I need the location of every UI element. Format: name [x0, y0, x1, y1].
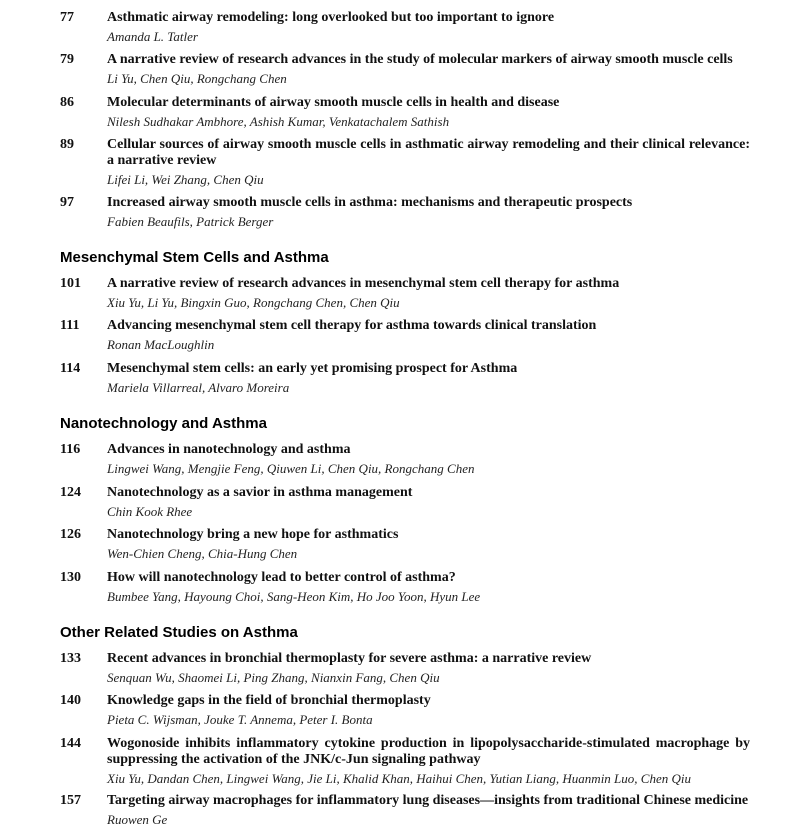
article-authors: Wen-Chien Cheng, Chia-Hung Chen: [107, 546, 298, 561]
page-number: 133: [60, 651, 81, 666]
article-title: Cellular sources of airway smooth muscle cells in asthmatic airway remodeling and their clinical relevance: a narrative review: [107, 137, 750, 168]
article-authors: Pieta C. Wijsman, Jouke T. Annema, Peter I. Bonta: [107, 712, 373, 727]
article-authors: Xiu Yu, Li Yu, Bingxin Guo, Rongchang Chen, Chen Qiu: [107, 295, 400, 310]
toc-entry[interactable]: [60, 651, 750, 686]
article-authors: Mariela Villarreal, Alvaro Moreira: [107, 380, 290, 395]
page-number: 130: [60, 570, 81, 585]
toc-entry[interactable]: [60, 95, 750, 130]
article-authors: Chin Kook Rhee: [107, 504, 193, 519]
toc-entry[interactable]: [60, 527, 750, 562]
toc-entry[interactable]: [60, 318, 750, 353]
article-title: Recent advances in bronchial thermoplasty for severe asthma: a narrative review: [107, 651, 592, 666]
page-number: 157: [60, 793, 81, 808]
page-number: 97: [60, 195, 74, 210]
article-title: Advances in nanotechnology and asthma: [107, 442, 351, 457]
article-title: Mesenchymal stem cells: an early yet promising prospect for Asthma: [107, 361, 518, 376]
section-heading: Nanotechnology and Asthma: [60, 415, 267, 432]
article-authors: Lifei Li, Wei Zhang, Chen Qiu: [107, 172, 264, 187]
article-title: Asthmatic airway remodeling: long overlooked but too important to ignore: [107, 10, 555, 25]
article-authors: Bumbee Yang, Hayoung Choi, Sang-Heon Kim, Ho Joo Yoon, Hyun Lee: [107, 589, 481, 604]
article-title: Nanotechnology as a savior in asthma management: [107, 485, 413, 500]
toc-entry[interactable]: [60, 485, 750, 520]
page-number: 144: [60, 736, 81, 751]
article-authors: Xiu Yu, Dandan Chen, Lingwei Wang, Jie Li, Khalid Khan, Haihui Chen, Yutian Liang, Huanmin Luo, Chen Qiu: [107, 771, 691, 786]
section-heading: Mesenchymal Stem Cells and Asthma: [60, 249, 329, 266]
article-authors: Amanda L. Tatler: [107, 29, 198, 44]
toc-entry[interactable]: [60, 570, 750, 605]
page-number: 116: [60, 442, 81, 457]
page-number: 126: [60, 527, 81, 542]
page-number: 111: [60, 318, 80, 333]
page-number: 89: [60, 137, 74, 152]
article-authors: Fabien Beaufils, Patrick Berger: [107, 214, 274, 229]
article-authors: Li Yu, Chen Qiu, Rongchang Chen: [107, 71, 287, 86]
article-title: Knowledge gaps in the field of bronchial thermoplasty: [107, 693, 431, 708]
article-authors: Nilesh Sudhakar Ambhore, Ashish Kumar, Venkatachalem Sathish: [107, 114, 450, 129]
toc-entry[interactable]: [60, 195, 750, 230]
article-title: Molecular determinants of airway smooth muscle cells in health and disease: [107, 95, 560, 110]
page-number: 140: [60, 693, 81, 708]
toc-entry[interactable]: [60, 10, 750, 45]
toc-entry[interactable]: [60, 361, 750, 396]
toc-entry[interactable]: [60, 442, 750, 477]
toc-entry[interactable]: [60, 137, 750, 188]
article-authors: Lingwei Wang, Mengjie Feng, Qiuwen Li, Chen Qiu, Rongchang Chen: [107, 461, 475, 476]
article-title: A narrative review of research advances in the study of molecular markers of airway smooth muscle cells: [107, 52, 733, 67]
toc-entry[interactable]: [60, 793, 750, 828]
page-number: 124: [60, 485, 81, 500]
toc-entry[interactable]: [60, 693, 750, 728]
article-authors: Senquan Wu, Shaomei Li, Ping Zhang, Nianxin Fang, Chen Qiu: [107, 670, 440, 685]
toc-entry[interactable]: [60, 52, 750, 87]
toc-entry[interactable]: [60, 736, 750, 787]
toc-entry[interactable]: [60, 276, 750, 311]
article-title: Wogonoside inhibits inflammatory cytokine production in lipopolysaccharide-stimulated macrophage by suppressing the activation of the JNK/c-Jun signaling pathway: [107, 736, 750, 767]
article-title: Advancing mesenchymal stem cell therapy for asthma towards clinical translation: [107, 318, 597, 333]
article-authors: Ruowen Ge: [107, 812, 168, 827]
article-title: How will nanotechnology lead to better control of asthma?: [107, 570, 456, 585]
page-number: 114: [60, 361, 81, 376]
article-title: A narrative review of research advances in mesenchymal stem cell therapy for asthma: [107, 276, 620, 291]
page-number: 77: [60, 10, 74, 25]
page-number: 101: [60, 276, 81, 291]
article-title: Nanotechnology bring a new hope for asthmatics: [107, 527, 399, 542]
section-heading: Other Related Studies on Asthma: [60, 624, 298, 641]
page-number: 86: [60, 95, 74, 110]
page-number: 79: [60, 52, 74, 67]
article-title: Targeting airway macrophages for inflammatory lung diseases—insights from traditional Chinese medicine: [107, 793, 749, 808]
article-title: Increased airway smooth muscle cells in asthma: mechanisms and therapeutic prospects: [107, 195, 633, 210]
article-authors: Ronan MacLoughlin: [107, 337, 215, 352]
